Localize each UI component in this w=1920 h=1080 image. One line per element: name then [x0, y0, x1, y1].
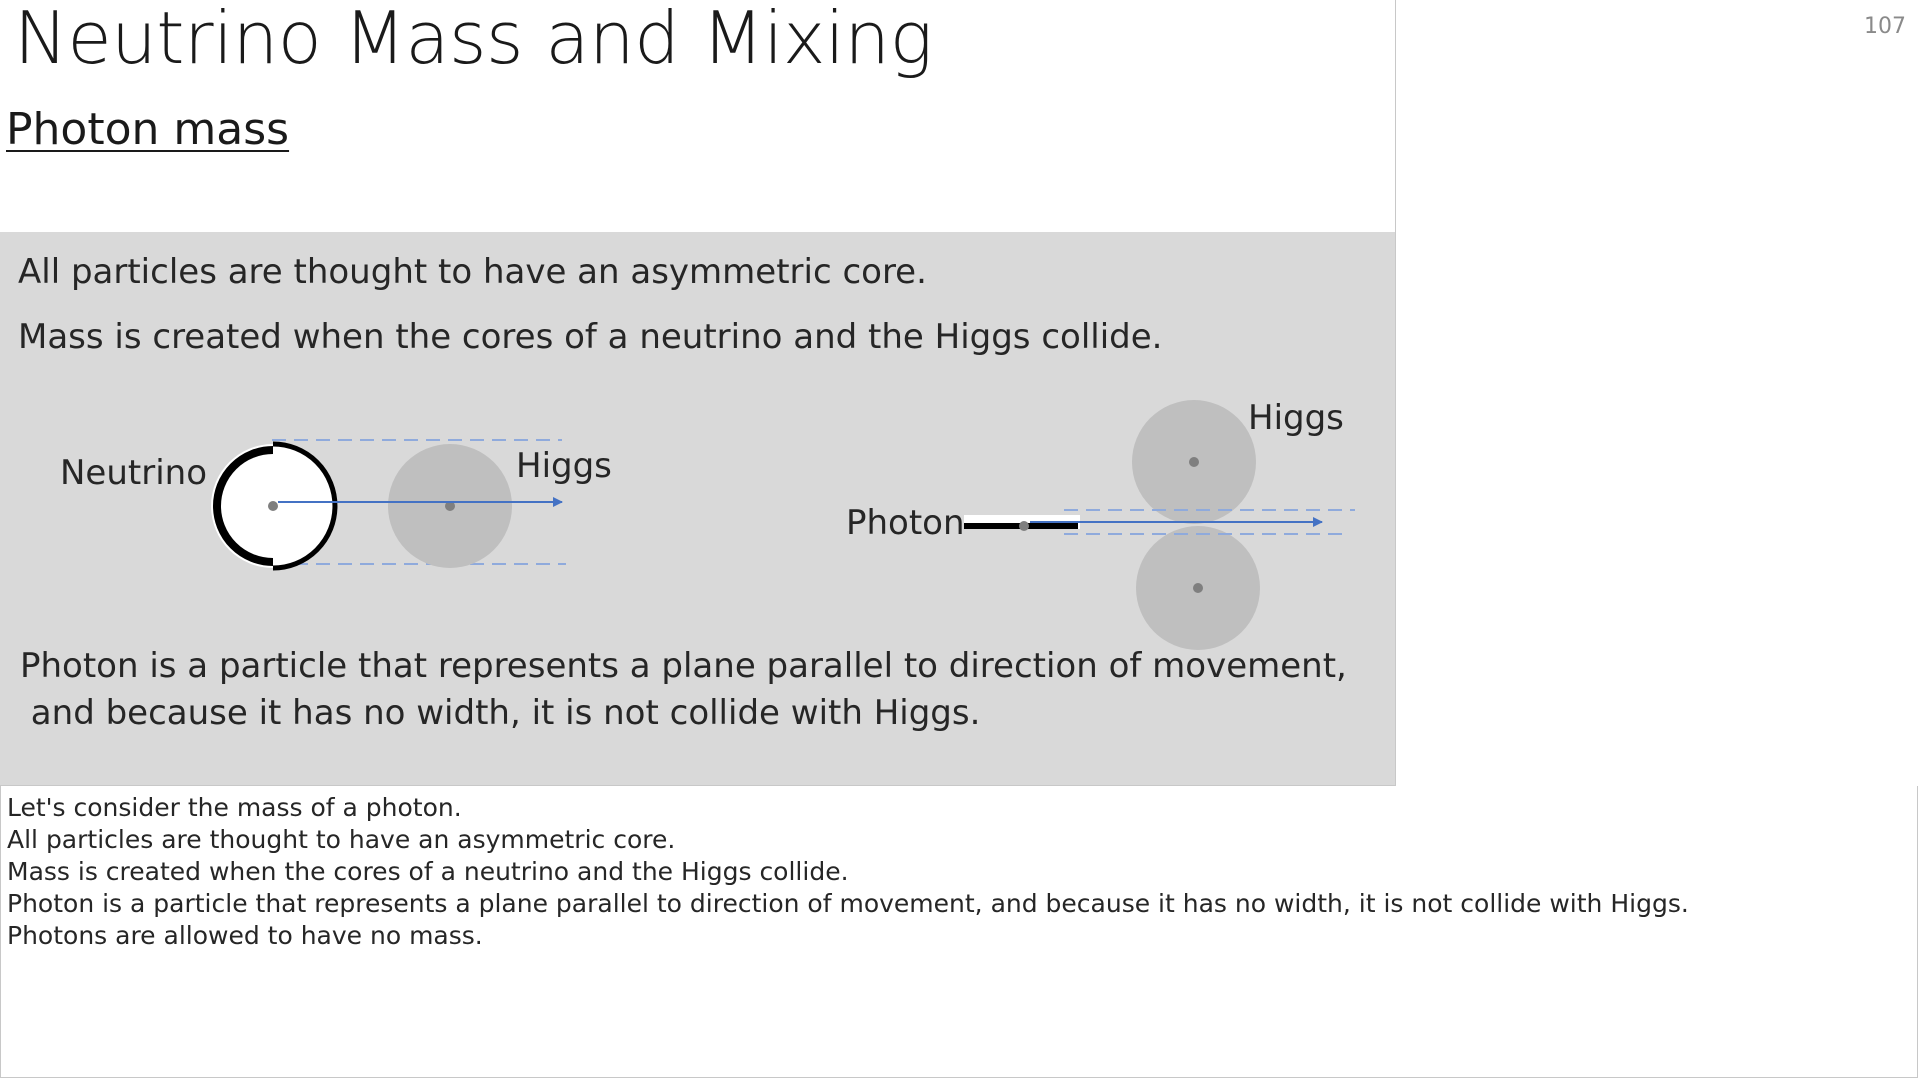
text-asymmetric-core: All particles are thought to have an asymmetric core. [18, 252, 927, 292]
note-line: All particles are thought to have an asymmetric core. [7, 825, 676, 854]
note-line: Let's consider the mass of a photon. [7, 793, 462, 822]
text-photon-no-width: and because it has no width, it is not collide with Higgs. [20, 693, 981, 733]
neutrino-center-dot [268, 501, 278, 511]
speaker-notes[interactable] [0, 786, 1918, 1078]
note-line: Mass is created when the cores of a neutrino and the Higgs collide. [7, 857, 849, 886]
page-number: 107 [1864, 14, 1906, 39]
note-line: Photon is a particle that represents a plane parallel to direction of movement, and because it has no width, it is not collide with Higgs. [7, 889, 1689, 918]
photon-center-dot [1019, 521, 1029, 531]
higgs-center-dot-top-right [1189, 457, 1199, 467]
higgs-label-right: Higgs [1248, 398, 1344, 438]
photon-label: Photon [846, 503, 965, 543]
higgs-label-left: Higgs [516, 446, 612, 486]
text-mass-created: Mass is created when the cores of a neutrino and the Higgs collide. [18, 317, 1163, 357]
text-photon-plane: Photon is a particle that represents a plane parallel to direction of movement, [20, 646, 1347, 686]
neutrino-label: Neutrino [60, 453, 208, 493]
note-line: Photons are allowed to have no mass. [7, 921, 483, 950]
slide-title: Neutrino Mass and Mixing [14, 0, 933, 80]
content-panel [0, 232, 1395, 785]
slide-subtitle: Photon mass [6, 104, 290, 155]
higgs-center-dot-bottom-right [1193, 583, 1203, 593]
